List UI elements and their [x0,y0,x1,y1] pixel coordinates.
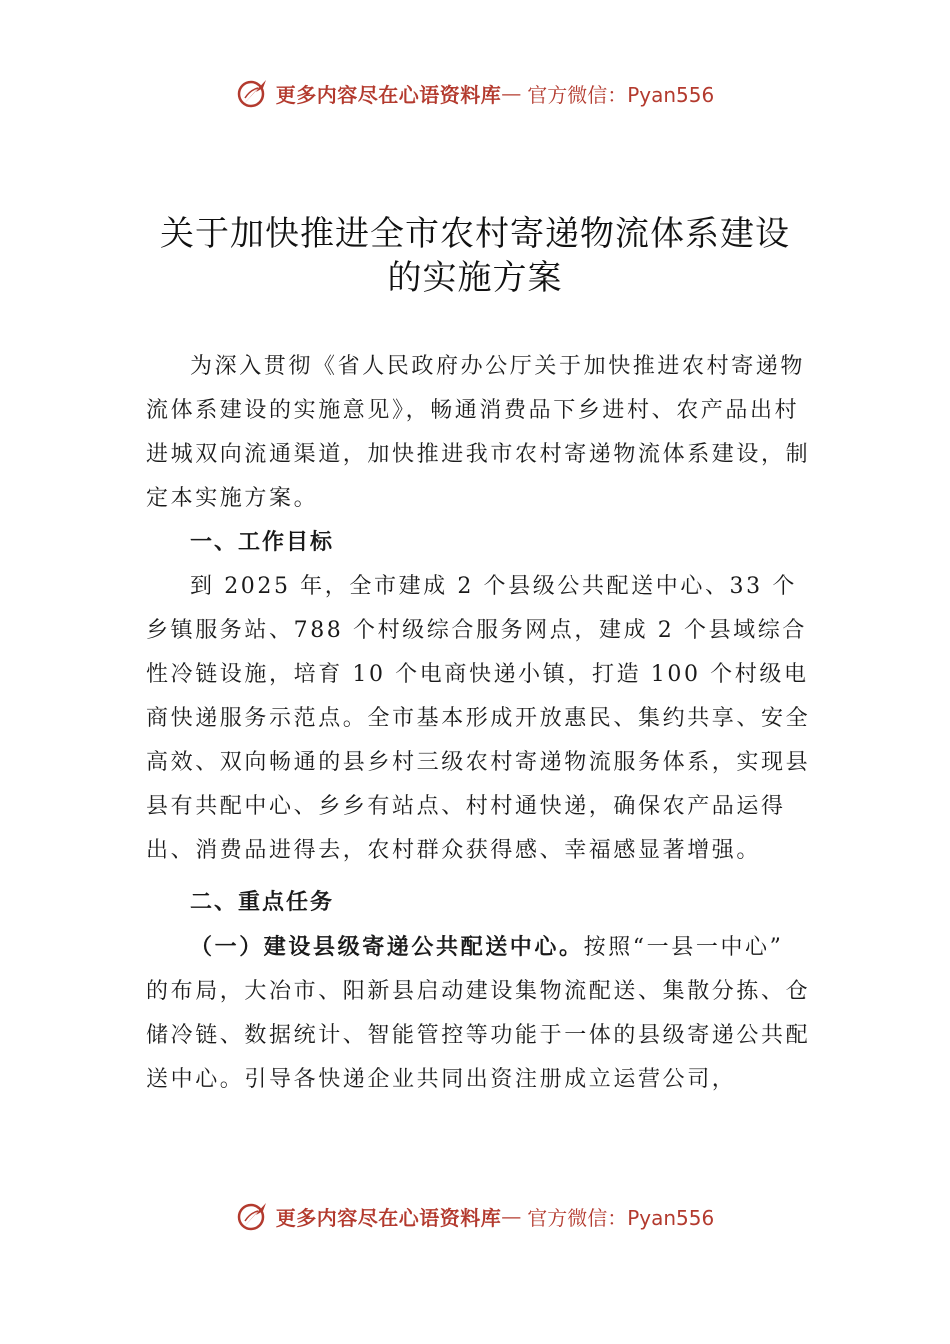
section-2-item-1 [146,925,814,1102]
watermark-banner-top [0,73,950,113]
section-1-heading: 一、工作目标 [190,530,335,555]
section-2-heading: 二、重点任务 [190,890,335,915]
item-1-body: 按照“一县一中心” 的布局，大冶市、阳新县启动建设集物流配送、集散分拣、仓储冷链、数据统计、智能管控等功能于一体的县级寄递公共配送中心。引导各快递企业共同出资注册成立运营公司， [146,935,811,1092]
quill-logo-icon [236,76,270,110]
banner-brand: 更多内容尽在心语资料库 [275,1205,502,1230]
document-title [120,212,830,300]
title-line-2: 的实施方案 [387,258,563,298]
item-1-lead: （一）建设县级寄递公共配送中心。 [190,934,584,960]
banner-dash: — [501,81,522,105]
section-1-paragraph: 到 2025 年，全市建成 2 个县级公共配送中心、33 个乡镇服务站、788 个村级综合服务网点，建成 2 个县域综合性冷链设施，培育 10 个电商快递小镇，打造 100 个村级电商快递服务示范点。全市基本形成开放惠民、集约共享、安全高效、双向畅通的县乡村三级农村寄递物流服务体系，实现县县有共配中心、乡乡有站点、村村通快递，确保农产品运得出、消费品进得去，农村群众获得感、幸福感显著增强。 [146,574,811,863]
intro-paragraph: 为深入贯彻《省人民政府办公厅关于加快推进农村寄递物流体系建设的实施意见》，畅通消费品下乡进村、农产品出村进城双向流通渠道，加快推进我市农村寄递物流体系建设，制定本实施方案。 [146,354,811,511]
document-body [146,345,814,1102]
banner-wechat: 官方微信：Pyan556 [527,1205,715,1230]
quill-logo-icon [236,1199,270,1233]
watermark-banner-bottom [0,1196,950,1236]
banner-wechat: 官方微信：Pyan556 [527,82,715,107]
title-line-1: 关于加快推进全市农村寄递物流体系建设 [160,214,790,254]
banner-dash: — [501,1204,522,1228]
banner-brand: 更多内容尽在心语资料库 [275,82,502,107]
